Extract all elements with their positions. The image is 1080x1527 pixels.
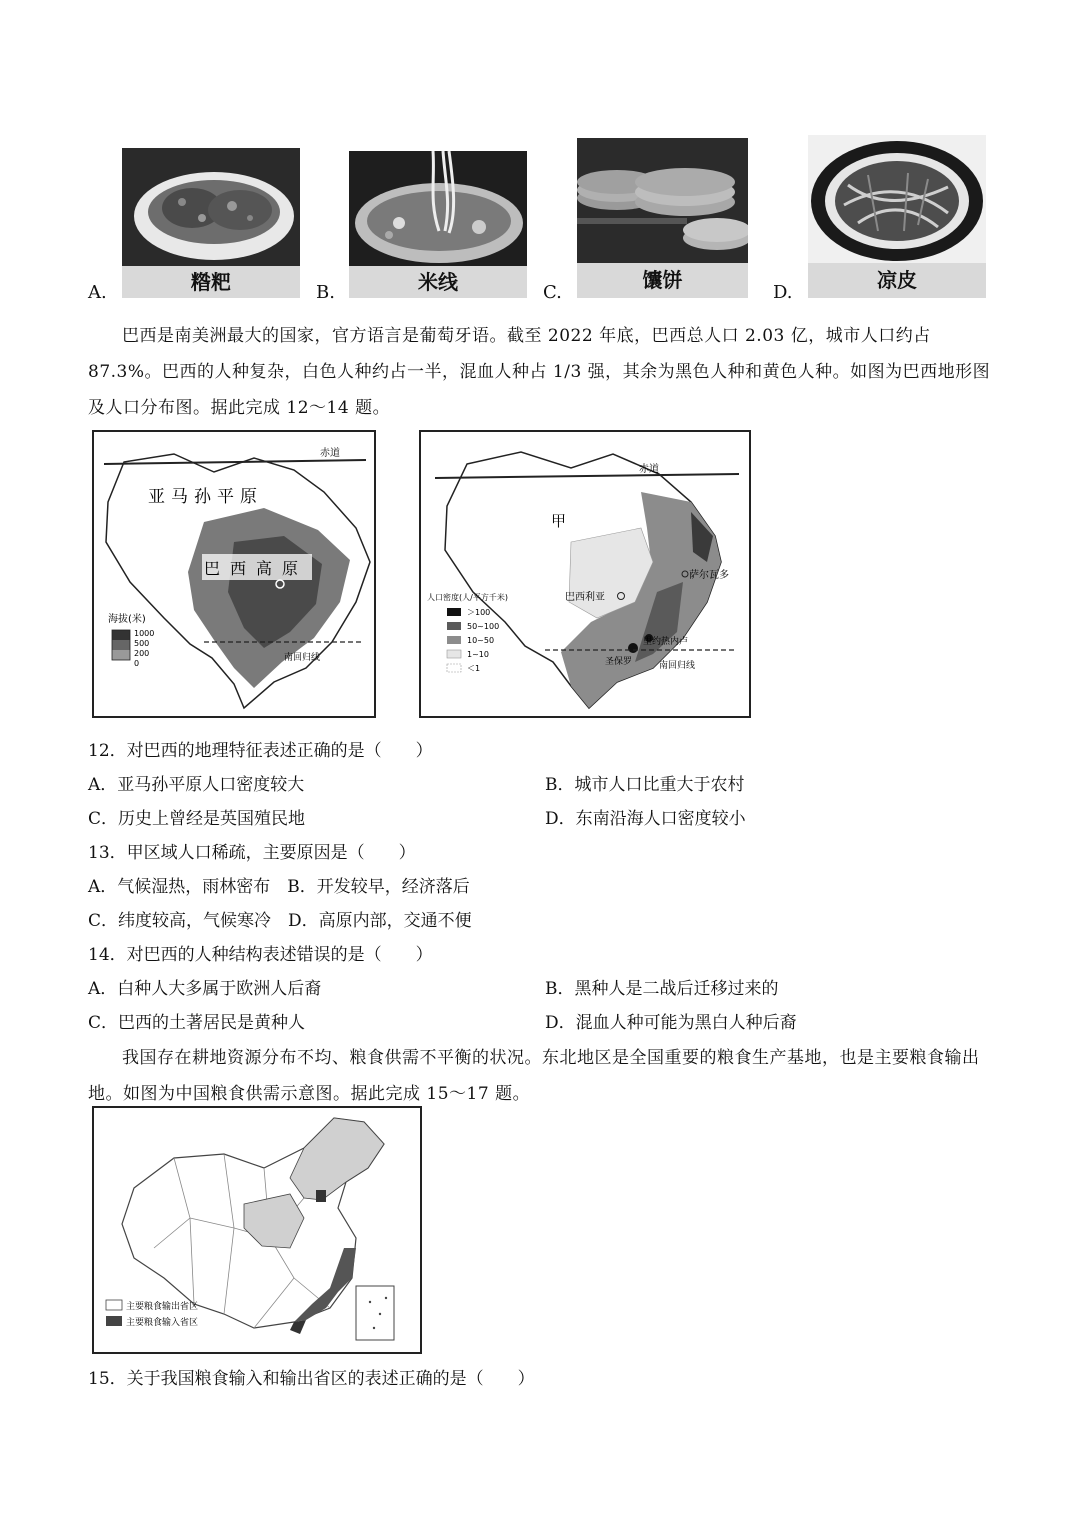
q12-option-a: A．亚马孙平原人口密度较大 xyxy=(88,775,305,795)
food-caption-d: 凉皮 xyxy=(808,263,986,298)
tsampa-image xyxy=(122,148,300,266)
food-photo-c xyxy=(577,138,748,263)
elevation-level-0: 0 xyxy=(134,659,140,668)
china-passage: 我国存在耕地资源分布不均、粮食供需不平衡的状况。东北地区是全国重要的粮食生产基地，也是主要粮食输出地。如图为中国粮食供需示意图。据此完成 15～17 题。 xyxy=(88,1048,980,1104)
region-jia-label: 甲 xyxy=(551,512,567,530)
food-photo-d xyxy=(808,135,986,263)
q15-stem: 15．关于我国粮食输入和输出省区的表述正确的是（ ） xyxy=(88,1369,535,1389)
population-equator-label: 赤道 xyxy=(639,464,659,475)
option-letter-a: A. xyxy=(88,282,107,303)
q14-stem: 14．对巴西的人种结构表述错误的是（ ） xyxy=(88,945,433,965)
option-letter-b: B. xyxy=(316,282,335,303)
density-legend-title: 人口密度(人/平方千米) xyxy=(427,593,508,602)
food-photo-b xyxy=(349,151,527,266)
brazil-passage: 巴西是南美洲最大的国家，官方语言是葡萄牙语。截至 2022 年底，巴西总人口 2.03 亿，城市人口约占 87.3%。巴西的人种复杂，白色人种约占一半，混血人种占 1/3 强，其余为黑色人种和黄色人种。如图为巴西地形图及人口分布图。据此完成 12～14 题。 xyxy=(88,326,991,418)
density-legend-50-100: 50~100 xyxy=(467,622,500,631)
brazil-population-map xyxy=(419,430,751,718)
china-legend-output: 主要粮食输出省区 xyxy=(126,1302,199,1312)
rice-noodle-image xyxy=(349,151,527,266)
q14-option-d: D．混血人种可能为黑白人种后裔 xyxy=(545,1013,797,1033)
elevation-legend-title: 海拔(米) xyxy=(108,614,146,625)
density-legend-less-1: ＜1 xyxy=(467,664,481,673)
q13-options-ab: A．气候湿热，雨林密布 B．开发较早，经济落后 xyxy=(88,877,470,897)
density-legend-100: ＞100 xyxy=(467,608,491,617)
food-caption-c: 馕饼 xyxy=(577,263,748,298)
q13-options-cd: C．纬度较高，气候寒冷 D．高原内部，交通不便 xyxy=(88,911,472,931)
food-caption-b: 米线 xyxy=(349,266,527,298)
q14-option-b: B．黑种人是二战后迁移过来的 xyxy=(545,979,779,999)
city-saopaulo-label: 圣保罗 xyxy=(605,657,633,667)
elevation-level-200: 200 xyxy=(134,649,150,658)
q12-option-d: D．东南沿海人口密度较小 xyxy=(545,809,746,829)
terrain-tropic-label: 南回归线 xyxy=(284,653,321,663)
q13-stem: 13．甲区域人口稀疏，主要原因是（ ） xyxy=(88,843,416,863)
city-rio-label: 里约热内卢 xyxy=(643,637,689,647)
q14-option-a: A．白种人大多属于欧洲人后裔 xyxy=(88,979,322,999)
city-brasilia-label: 巴西利亚 xyxy=(565,592,605,603)
q12-stem: 12．对巴西的地理特征表述正确的是（ ） xyxy=(88,741,433,761)
option-letter-c: C. xyxy=(543,282,562,303)
population-tropic-label: 南回归线 xyxy=(659,661,696,671)
terrain-plateau-label: 巴西高原 xyxy=(204,559,309,578)
terrain-amazon-label: 亚马孙平原 xyxy=(148,487,263,507)
food-photo-a xyxy=(122,148,300,266)
density-legend-1-10: 1~10 xyxy=(467,650,489,659)
option-letter-d: D. xyxy=(773,282,793,303)
q14-option-c: C．巴西的土著居民是黄种人 xyxy=(88,1013,306,1033)
liangpi-image xyxy=(808,135,986,263)
terrain-equator-label: 赤道 xyxy=(320,448,340,459)
brazil-terrain-map xyxy=(92,430,376,718)
density-legend-10-50: 10~50 xyxy=(467,636,495,645)
q12-option-b: B．城市人口比重大于农村 xyxy=(545,775,745,795)
china-grain-map xyxy=(92,1106,422,1354)
china-legend-input: 主要粮食输入省区 xyxy=(126,1318,199,1328)
city-salvador-label: 萨尔瓦多 xyxy=(689,570,729,581)
q12-option-c: C．历史上曾经是英国殖民地 xyxy=(88,809,306,829)
elevation-level-500: 500 xyxy=(134,639,150,648)
elevation-level-1000: 1000 xyxy=(134,629,155,638)
naan-image xyxy=(577,138,748,263)
food-caption-a: 糌粑 xyxy=(122,266,300,298)
